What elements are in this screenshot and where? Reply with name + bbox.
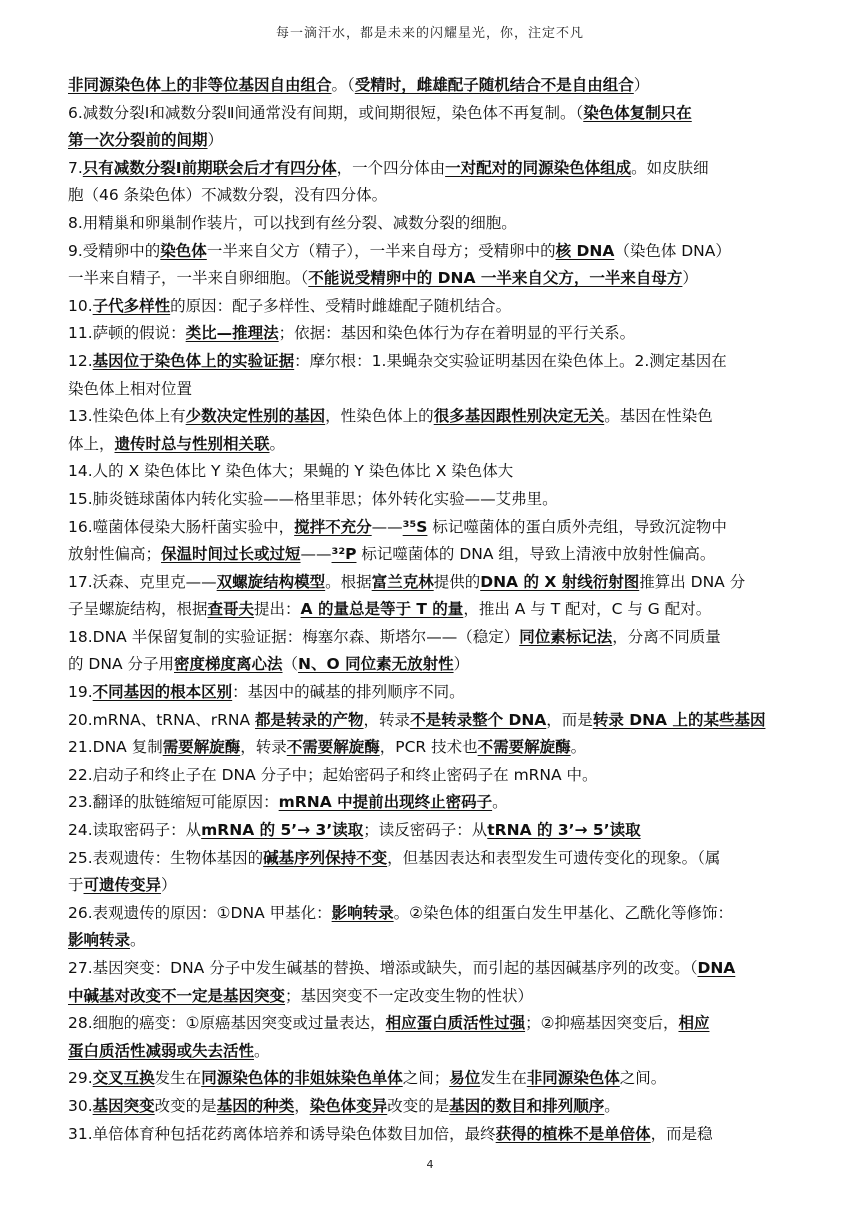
body-text: ，性染色体上的 [325,407,434,426]
body-text: 9.受精卵中的 [68,241,161,260]
body-text: 之间。 [619,1069,667,1088]
body-text: ：基因中的碱基的排列顺序不同。 [232,683,465,702]
emphasized-text: 同源染色体的非姐妹染色单体 [201,1069,403,1088]
body-text: 。（ [331,76,355,94]
body-text: 的原因：配子多样性、受精时雌雄配子随机结合。 [170,296,512,315]
text-line [68,127,796,155]
emphasized-text: 查哥夫 [207,600,255,619]
emphasized-text: 可遗传变异 [83,876,162,895]
body-text: 22.启动子和终止子在 DNA 分子中；起始密码子和终止密码子在 mRNA 中。 [68,765,598,784]
body-text: 改变的是 [154,1096,217,1115]
emphasized-text: 染色体复制只在 [583,103,692,122]
body-text: ，一个四分体由 [336,158,446,177]
emphasized-text: 不能说受精卵中的 DNA 一半来自父方，一半来自母方 [308,269,683,288]
text-line [68,155,796,183]
emphasized-text: A 的量总是等于 T 的量 [300,600,464,619]
emphasized-text: 非同源染色体 [526,1069,620,1088]
emphasized-text: mRNA 中提前出现终止密码子 [278,793,493,812]
text-line [68,872,796,900]
body-text: 提供的 [433,572,481,591]
body-text: 。 [570,738,587,757]
body-text: 24.读取密码子：从 [68,821,202,840]
emphasized-text: 基因的种类 [216,1096,295,1115]
emphasized-text: 一对配对的同源染色体组成 [445,158,632,177]
emphasized-text: 易位 [449,1069,481,1088]
text-line [68,100,796,128]
body-text: 31.单倍体育种包括花药离体培养和诱导染色体数目加倍，最终 [68,1124,496,1143]
emphasized-text: 染色体变异 [309,1096,388,1115]
emphasized-text: 保温时间过长或过短 [161,545,301,564]
text-line [68,983,796,1011]
body-text: ；②抑癌基因突变后， [525,1014,679,1033]
body-text: ） [453,655,470,674]
body-text: ， [294,1096,310,1115]
body-text: 27.基因突变：DNA 分子中发生碱基的替换、增添或缺失，而引起的基因碱基序列的改变。（ [68,959,698,977]
body-text: 23.翻译的肽链缩短可能原因： [68,793,279,812]
body-text: 25.表观遗传：生物体基因的 [68,848,264,867]
body-text: ，转录 [363,710,411,729]
body-text: 的 DNA 分子用 [68,655,174,674]
emphasized-text: 双螺旋结构模型 [216,572,326,591]
body-text: 。 [604,1096,620,1115]
body-text: 17.沃森、克里克—— [68,572,217,591]
page-number: 4 [426,1158,434,1171]
emphasized-text: 都是转录的产物 [255,710,364,729]
emphasized-text: ³²P [331,545,357,564]
text-line [68,927,796,955]
body-text: 21.DNA 复制 [68,738,163,757]
body-text: 子呈螺旋结构，根据 [68,600,208,619]
body-text: ，转录 [240,738,287,757]
body-text: 。 [254,1041,270,1060]
body-text: ；基因突变不一定改变生物的性状） [285,986,534,1005]
body-text: 标记噬菌体的蛋白质外壳组，导致沉淀物中 [427,517,727,536]
body-text: 染色体上相对位置 [68,379,193,398]
body-text: ） [207,131,224,150]
text-line [68,734,796,762]
emphasized-text: 非同源染色体上的非等位基因自由组合 [68,76,332,94]
body-text: ；依据：基因和染色体行为存在着明显的平行关系。 [278,324,636,343]
body-text: 发生在 [154,1069,202,1088]
text-line [68,320,796,348]
body-text: 推算出 DNA 分 [639,572,746,591]
emphasized-text: 碱基序列保持不变 [263,848,388,867]
emphasized-text: 不同基因的根本区别 [92,683,233,702]
body-text: 10. [68,296,93,315]
emphasized-text: mRNA 的 5’→ 3’读取 [201,821,364,840]
emphasized-text: 子代多样性 [92,296,171,315]
emphasized-text: 少数决定性别的基因 [185,407,326,426]
text-line [68,293,796,321]
text-line [68,265,796,293]
text-line [68,514,796,542]
emphasized-text: 搅拌不充分 [294,517,372,536]
emphasized-text: N、O 同位素无放射性 [298,655,454,674]
emphasized-text: 核 DNA [555,241,615,260]
emphasized-text: 交叉互换 [92,1069,155,1088]
text-line [68,955,796,983]
emphasized-text: 需要解旋酶 [162,738,241,757]
body-text: 胞（46 条染色体）不减数分裂，没有四分体。 [68,186,388,205]
body-text: 。如皮肤细 [631,158,709,177]
emphasized-text: 影响转录 [68,931,131,950]
body-text: ；读反密码子：从 [363,821,488,840]
body-text: 标记噬菌体的 DNA 组，导致上清液中放射性偏高。 [356,545,716,564]
text-line [68,845,796,873]
body-text: 发生在 [480,1069,527,1088]
body-text: 11.萨顿的假说： [68,324,186,343]
body-text: 16.噬菌体侵染大肠杆菌实验中， [68,517,295,536]
emphasized-text: 不是转录整个 DNA [410,710,547,729]
body-text: 。 [130,931,146,950]
body-text: 于 [68,876,84,895]
text-line [68,762,796,790]
body-text: ，分离不同质量 [612,627,721,646]
text-line [68,541,796,569]
emphasized-text: ³⁵S [402,517,428,536]
body-text: 提出： [254,600,301,619]
text-line [68,210,796,238]
emphasized-text: 获得的植株不是单倍体 [495,1124,651,1143]
body-text: ，而是稳 [650,1124,713,1143]
text-line [68,1038,796,1066]
emphasized-text: 相应蛋白质活性过强 [385,1014,526,1033]
text-line [68,1065,796,1093]
body-text: 6.减数分裂Ⅰ和减数分裂Ⅱ间通常没有间期，或间期很短，染色体不再复制。（ [68,103,584,122]
emphasized-text: DNA [697,959,736,977]
body-text: 28.细胞的癌变：①原癌基因突变或过量表达， [68,1014,386,1033]
body-text: 13.性染色体上有 [68,407,186,426]
text-line [68,569,796,597]
body-text: 。 [269,434,286,453]
emphasized-text: 中碱基对改变不一定是基因突变 [68,986,286,1005]
body-text: ） [161,876,177,895]
emphasized-text: DNA 的 X 射线衍射图 [480,572,640,591]
text-line [68,596,796,624]
body-text: 14.人的 X 染色体比 Y 染色体大；果蝇的 Y 染色体比 X 染色体大 [68,462,514,481]
text-line [68,817,796,845]
emphasized-text: 影响转录 [331,903,394,922]
body-text: 18.DNA 半保留复制的实验证据：梅塞尔森、斯塔尔——（稳定） [68,627,520,646]
body-text: （ [282,655,299,674]
body-text: 一半来自父方（精子），一半来自母方；受精卵中的 [206,241,556,260]
body-text: ，PCR 技术也 [379,738,478,757]
body-text: 12. [68,351,93,370]
emphasized-text: 染色体 [160,241,207,260]
body-text: 8.用精巢和卵巢制作装片，可以找到有丝分裂、减数分裂的细胞。 [68,213,517,232]
emphasized-text: 基因的数目和排列顺序 [449,1096,605,1115]
text-line [68,458,796,486]
body-text: ：摩尔根：1.果蝇杂交实验证明基因在染色体上。2.测定基因在 [294,351,727,370]
text-line [68,72,796,100]
text-line [68,431,796,459]
emphasized-text: 基因位于染色体上的实验证据 [92,351,295,370]
text-line [68,1121,796,1149]
body-text: 19. [68,683,93,702]
text-line [68,486,796,514]
body-text: —— [371,517,403,536]
emphasized-text: 遗传时总与性别相关联 [114,434,270,453]
body-text: ，推出 A 与 T 配对，C 与 G 配对。 [463,600,712,619]
text-line [68,1093,796,1121]
emphasized-text: 很多基因跟性别决定无关 [433,407,605,426]
emphasized-text: 转录 DNA 上的某些基因 [592,710,766,729]
body-text: 26.表观遗传的原因：①DNA 甲基化： [68,903,332,922]
emphasized-text: 基因突变 [92,1096,155,1115]
emphasized-text: 不需要解旋酶 [286,738,380,757]
body-text: ） [682,269,698,288]
document-body [68,72,796,1148]
body-text: 20.mRNA、tRNA、rRNA [68,710,256,729]
text-line [68,376,796,404]
body-text: 放射性偏高； [68,545,162,564]
emphasized-text: 受精时，雌雄配子随机结合不是自由组合 [354,76,634,94]
body-text: 之间； [402,1069,450,1088]
text-line [68,789,796,817]
emphasized-text: 蛋白质活性减弱或失去活性 [68,1041,255,1060]
emphasized-text: 相应 [678,1014,710,1033]
text-line [68,1010,796,1038]
text-line [68,403,796,431]
emphasized-text: 不需要解旋酶 [477,738,571,757]
text-line [68,900,796,928]
text-line [68,348,796,376]
body-text: 。 [492,793,508,812]
text-line [68,624,796,652]
body-text: ） [633,76,650,94]
emphasized-text: 同位素标记法 [519,627,613,646]
emphasized-text: 第一次分裂前的间期 [68,131,208,150]
body-text: （染色体 DNA） [614,241,731,260]
body-text: 30. [68,1096,93,1115]
body-text: 。基因在性染色 [604,407,713,426]
emphasized-text: 富兰克林 [371,572,434,591]
body-text: ，而是 [546,710,593,729]
body-text: 。根据 [325,572,372,591]
body-text: 7. [68,158,83,177]
body-text: 改变的是 [387,1096,450,1115]
body-text: —— [300,545,332,564]
emphasized-text: tRNA 的 3’→ 5’读取 [487,821,641,840]
body-text: 29. [68,1069,93,1088]
text-line [68,182,796,210]
emphasized-text: 只有减数分裂Ⅰ前期联会后才有四分体 [82,158,337,177]
body-text: 一半来自精子，一半来自卵细胞。（ [68,269,309,288]
body-text: 。②染色体的组蛋白发生甲基化、乙酰化等修饰： [393,903,734,922]
text-line [68,679,796,707]
text-line [68,238,796,266]
body-text: ，但基因表达和表型发生可遗传变化的现象。（属 [387,848,721,867]
emphasized-text: 类比—推理法 [185,324,279,343]
text-line [68,651,796,679]
body-text: 15.肺炎链球菌体内转化实验——格里菲思；体外转化实验——艾弗里。 [68,489,558,508]
emphasized-text: 密度梯度离心法 [174,655,283,674]
text-line [68,707,796,735]
body-text: 体上， [68,434,115,453]
page-header-motto: 每一滴汗水，都是未来的闪耀星光，你，注定不凡 [275,26,584,41]
